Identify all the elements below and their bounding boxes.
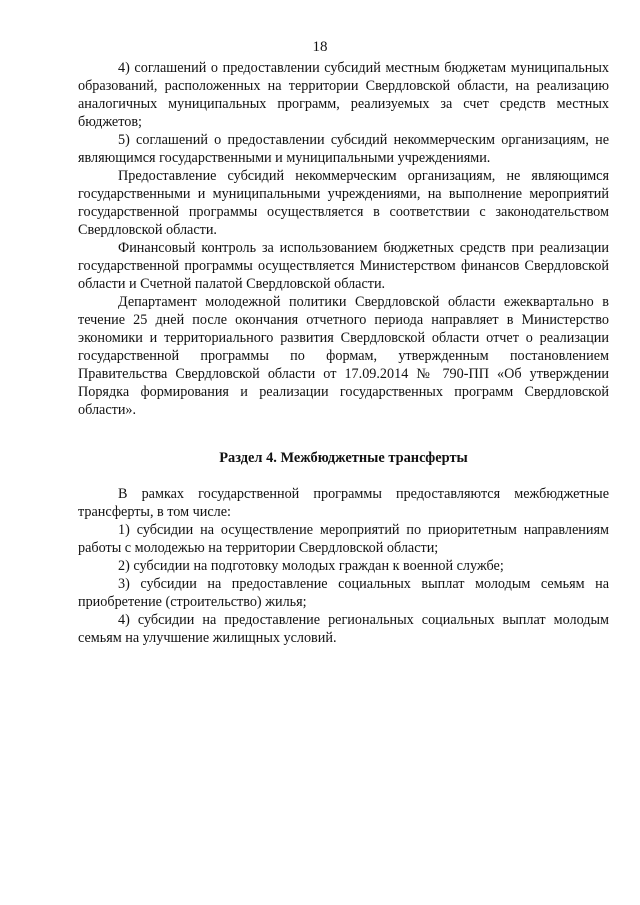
list-item-subsidy-3: 3) субсидии на предоставление социальных выплат молодым семьям на приобретение (строительство) жилья; bbox=[78, 576, 609, 610]
page-content bbox=[78, 59, 609, 647]
page-number: 18 bbox=[312, 39, 328, 55]
paragraph-department-report: Департамент молодежной политики Свердловской области ежеквартально в течение 25 дней после окончания отчетного периода направляет в Министерство экономики и территориального развития Свердловской области отчет о реализации государственной программы по формам, утвержденным постановлением Правительства Свердловской области от 17.09.2014 № 790-ПП «Об утверждении Порядка формирования и реализации государственных программ Свердловской области». bbox=[78, 294, 609, 418]
section-body bbox=[78, 485, 609, 647]
section-title: Раздел 4. Межбюджетные трансферты bbox=[219, 450, 468, 466]
paragraph-intro-transfers: В рамках государственной программы предоставляются межбюджетные трансферты, в том числе: bbox=[78, 486, 609, 520]
list-item-subsidy-1: 1) субсидии на осуществление мероприятий по приоритетным направлениям работы с молодежью на территории Свердловской области; bbox=[78, 522, 609, 556]
paragraph-agreements-local-budgets: 4) соглашений о предоставлении субсидий местным бюджетам муниципальных образований, расположенных на территории Свердловской области, на реализацию аналогичных муниципальных программ, реализуемых за счет средств местных бюджетов; bbox=[78, 60, 609, 130]
list-item-subsidy-4: 4) субсидии на предоставление региональных социальных выплат молодым семьям на улучшение жилищных условий. bbox=[78, 612, 609, 646]
paragraph-agreements-nonprofits: 5) соглашений о предоставлении субсидий некоммерческим организациям, не являющимся государственными и муниципальными учреждениями. bbox=[78, 132, 609, 166]
paragraph-subsidies-nonprofits: Предоставление субсидий некоммерческим организациям, не являющимся государственными и муниципальными учреждениями, на выполнение мероприятий государственной программы осуществляется в соответствии с законодательством Свердловской области. bbox=[78, 168, 609, 238]
paragraph-financial-control: Финансовый контроль за использованием бюджетных средств при реализации государственной программы осуществляется Министерством финансов Свердловской области и Счетной палатой Свердловской области. bbox=[78, 240, 609, 292]
list-item-subsidy-2: 2) субсидии на подготовку молодых граждан к военной службе; bbox=[118, 558, 504, 574]
